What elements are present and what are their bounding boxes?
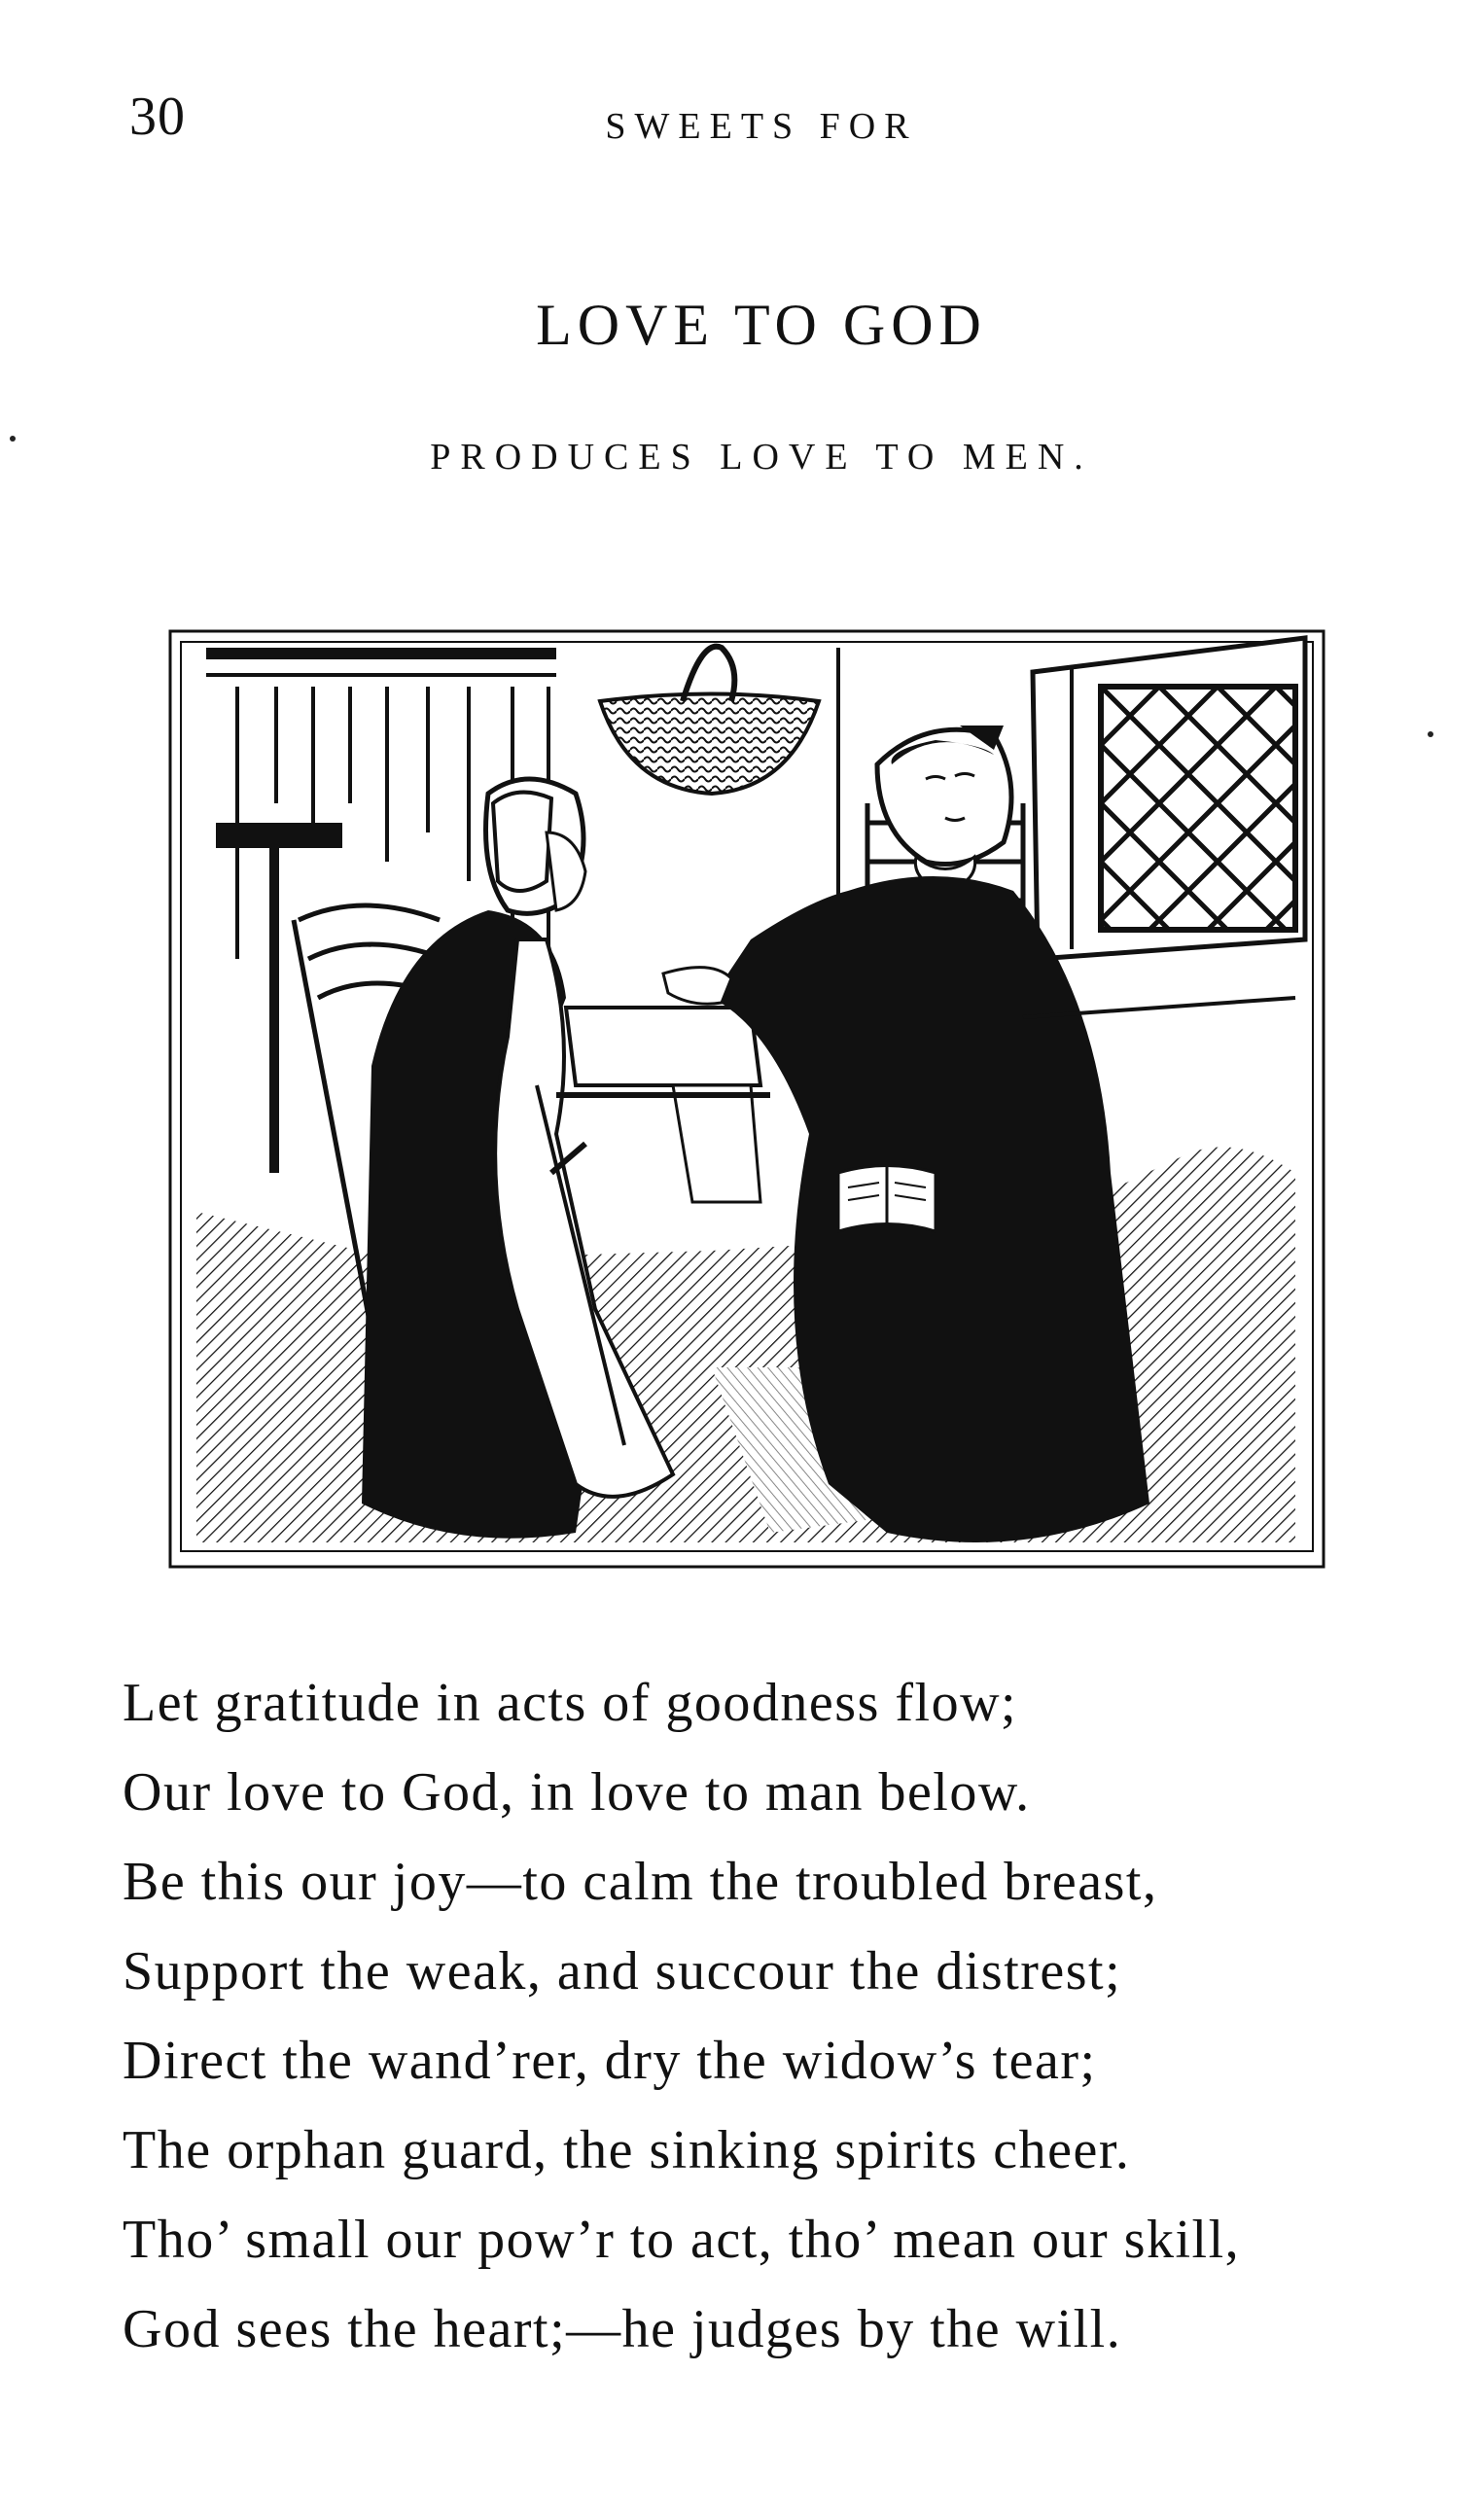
- poem-line: Be this our joy—to calm the troubled breast,: [123, 1852, 1158, 1912]
- running-head: SWEETS FOR: [605, 106, 918, 147]
- page-number: 30: [129, 87, 186, 147]
- print-speck: [1428, 731, 1433, 737]
- section-subtitle: PRODUCES LOVE TO MEN.: [430, 437, 1093, 478]
- section-title: LOVE TO GOD: [536, 293, 987, 357]
- poem-line: Direct the wand’rer, dry the widow’s tear;: [123, 2031, 1097, 2091]
- poem: [123, 1658, 1387, 2374]
- print-speck: [10, 436, 16, 442]
- poem-line: Tho’ small our pow’r to act, tho’ mean our skill,: [123, 2210, 1241, 2270]
- poem-line: Our love to God, in love to man below.: [123, 1762, 1031, 1823]
- poem-line: Support the weak, and succour the distrest;: [123, 1941, 1122, 2001]
- woodcut-illustration: [167, 628, 1326, 1570]
- poem-line: Let gratitude in acts of goodness flow;: [123, 1673, 1018, 1733]
- poem-line: The orphan guard, the sinking spirits cheer.: [123, 2120, 1131, 2180]
- woodcut-two-women-seated-icon: [167, 628, 1326, 1570]
- poem-line: God sees the heart;—he judges by the will.: [123, 2299, 1122, 2359]
